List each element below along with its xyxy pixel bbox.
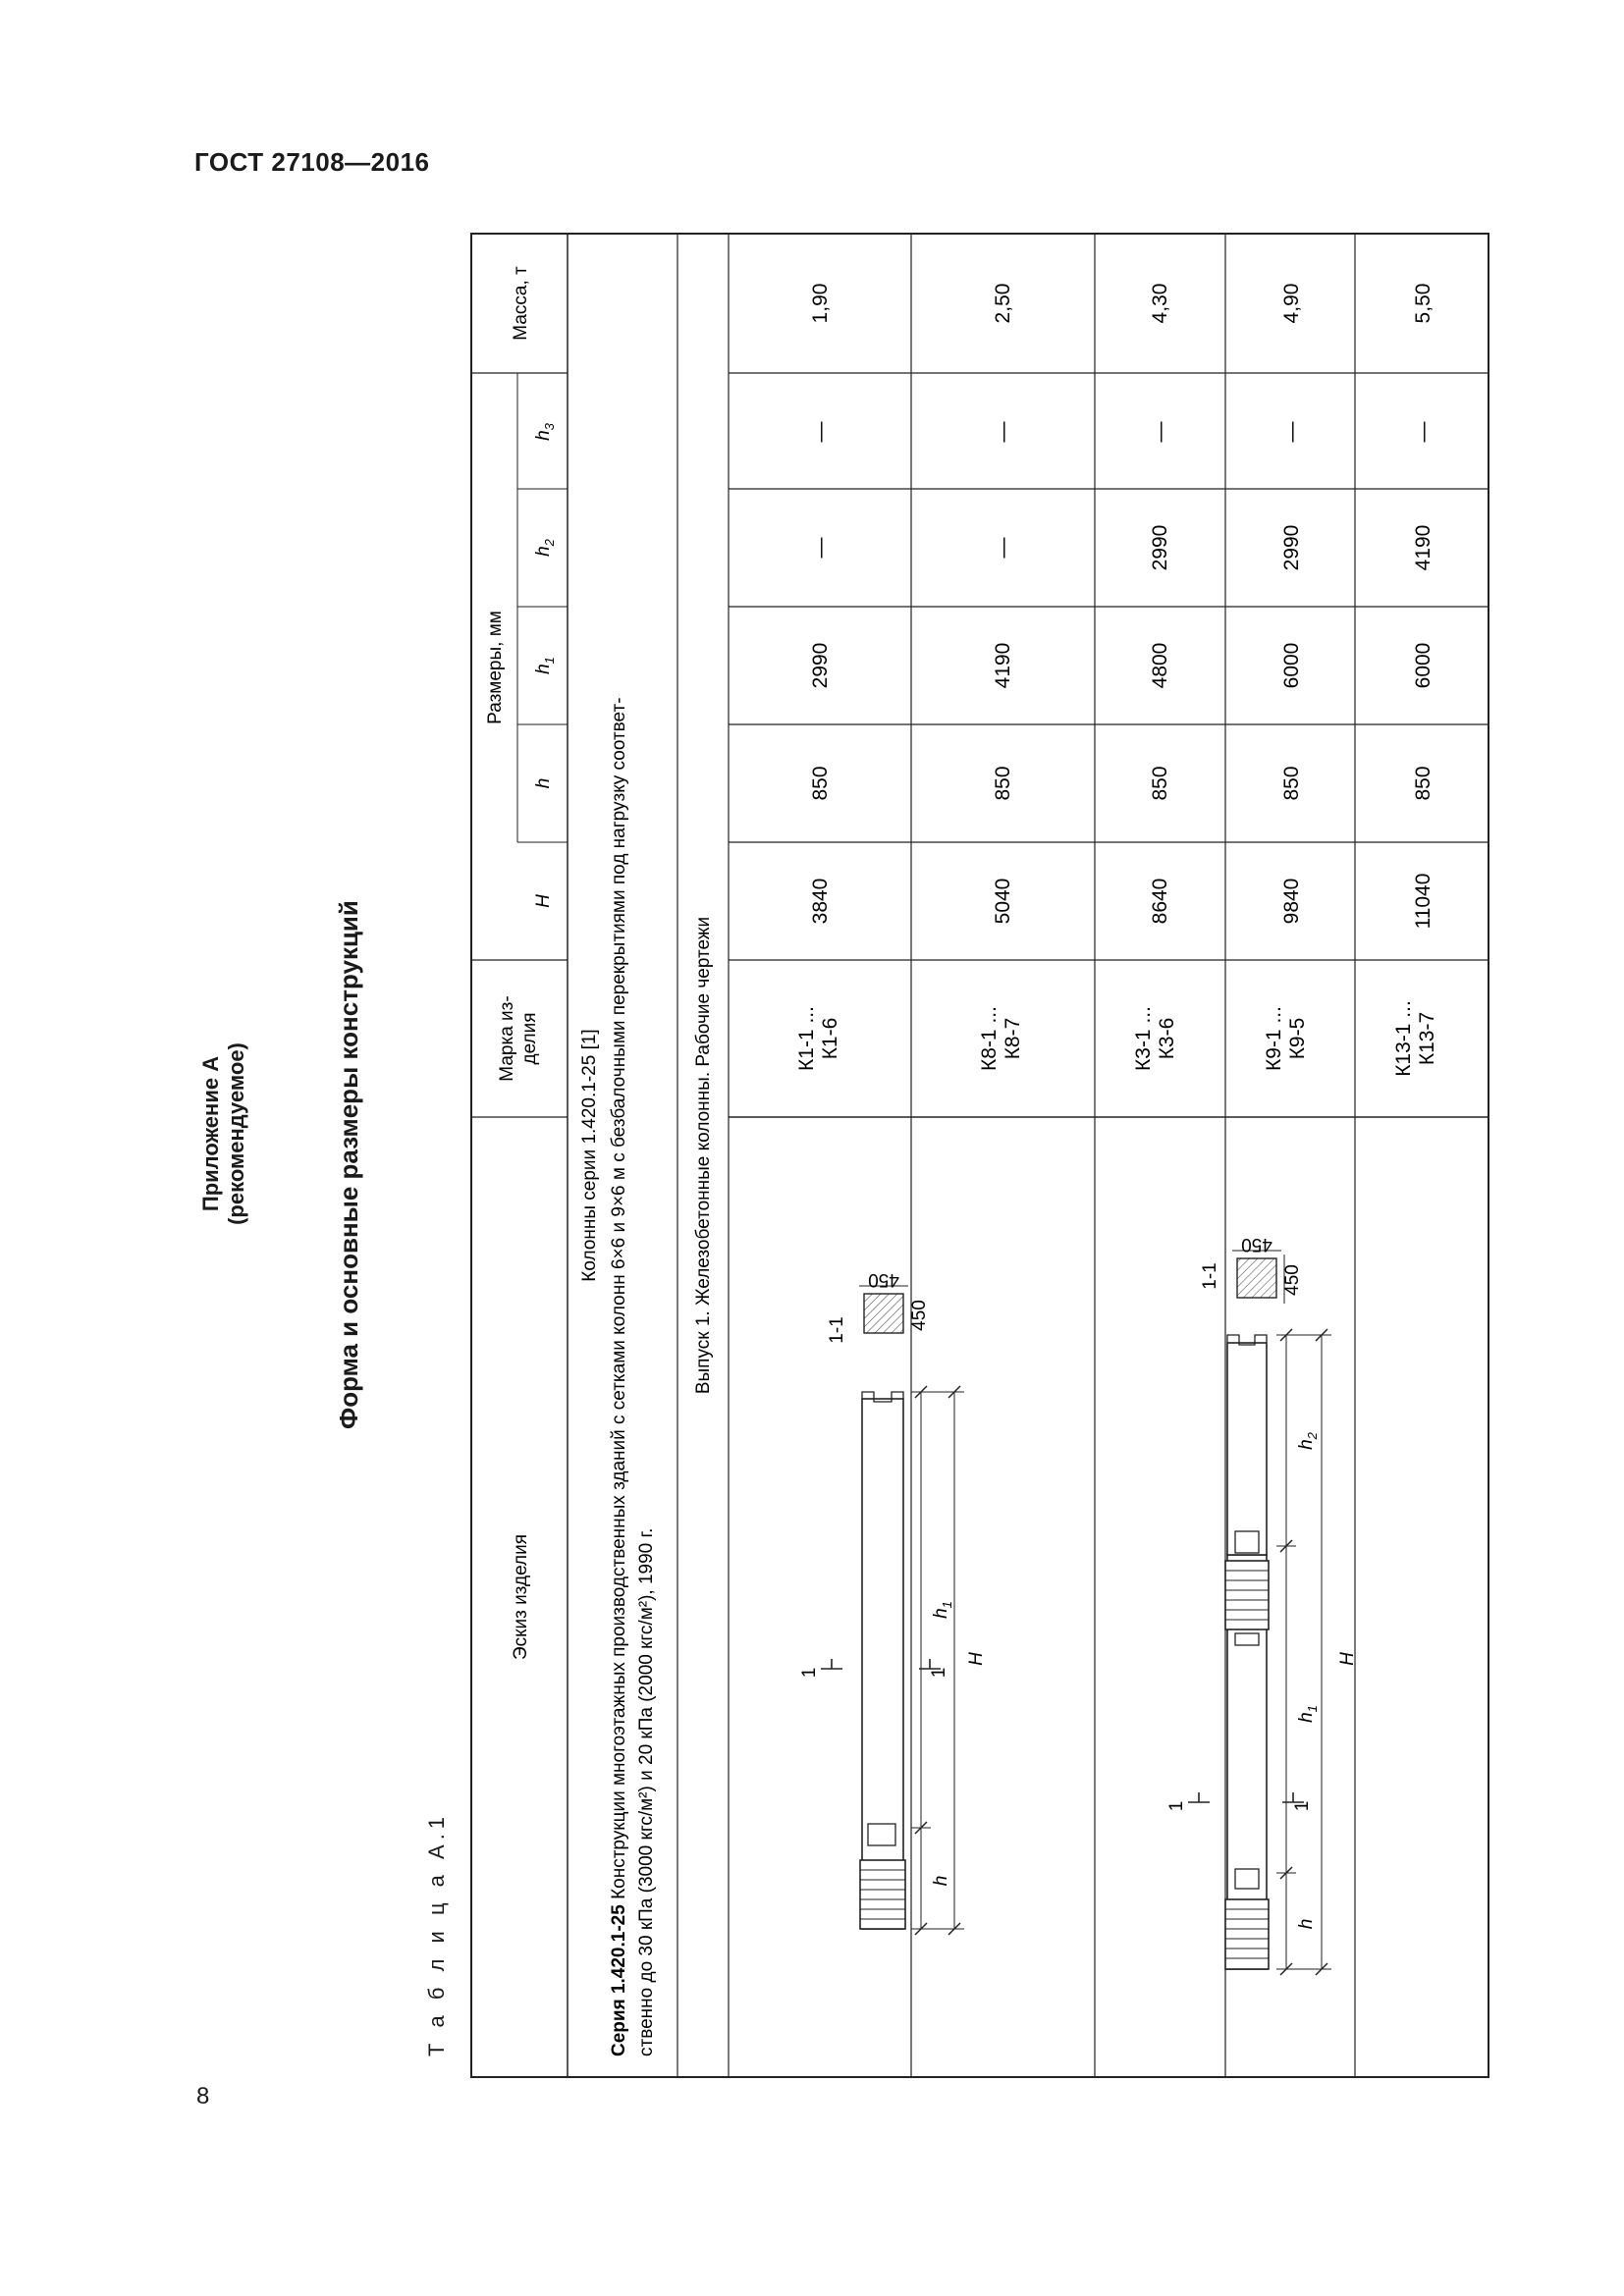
table-row (795, 284, 841, 1071)
form-title: Форма и основные размеры конструкций (334, 900, 363, 1429)
annex-title: Приложение А (198, 1055, 223, 1212)
sketch2-section-dim-a: 450 (1282, 1264, 1303, 1296)
header-sketch: Эскиз изделия (511, 1534, 531, 1660)
header-h1: $h_1$ (533, 657, 557, 674)
row2-mass: 2,50 (992, 283, 1014, 324)
row5-h2: 4190 (1412, 524, 1435, 571)
sketch1-cut-mark-bottom: 1 (929, 1667, 949, 1679)
row4-H: 9840 (1280, 878, 1303, 925)
row1-h3: — (809, 421, 832, 443)
row5-h: 850 (1412, 766, 1435, 801)
sketch1-section-dim-b: 450 (868, 1269, 899, 1290)
release-title: Выпуск 1. Железобетонные колонны. Рабочие чертежи (693, 916, 714, 1395)
row3-h3: — (1149, 421, 1171, 443)
table-row (1263, 284, 1309, 1071)
header-H: H (533, 894, 554, 908)
row4-h2: 2990 (1280, 524, 1303, 571)
row2-h3: — (992, 421, 1014, 443)
row3-h2: 2990 (1149, 524, 1171, 571)
row5-H: 11040 (1412, 873, 1435, 930)
row5-h1: 6000 (1412, 642, 1435, 689)
row2-mark-b: К8-7 (1001, 1017, 1024, 1060)
row3-mark-b: К3-6 (1156, 1017, 1178, 1060)
sketch1-dim-h1: $h_1$ (931, 1601, 954, 1619)
document-code: ГОСТ 27108—2016 (194, 147, 430, 177)
row2-h: 850 (992, 766, 1014, 801)
row4-mark-b: К9-5 (1286, 1017, 1309, 1060)
row1-h: 850 (809, 766, 832, 801)
sketch1-dim-h: h (931, 1875, 951, 1887)
row2-h2: — (992, 537, 1014, 559)
header-mark-line2: делия (519, 1012, 540, 1065)
row1-h2: — (809, 537, 832, 559)
sketch2-cut-mark-top: 1 (1166, 1800, 1187, 1812)
row1-mark-a: К1-1 ... (795, 1006, 818, 1071)
row5-h3: — (1412, 421, 1435, 443)
row3-h: 850 (1149, 766, 1171, 801)
sketch1-section-label: 1-1 (827, 1316, 847, 1344)
header-mark-line1: Марка из- (497, 995, 517, 1082)
sketch2-dim-H: H (1337, 1652, 1358, 1666)
sketch1-section-dim-a: 450 (909, 1300, 930, 1331)
sketch1-cut-mark-top: 1 (799, 1667, 820, 1679)
row4-mass: 4,90 (1280, 283, 1303, 324)
sketch2-section-dim-b: 450 (1241, 1234, 1272, 1255)
sketch2-dim-h: h (1296, 1918, 1317, 1930)
row2-H: 5040 (992, 878, 1014, 925)
row1-mass: 1,90 (809, 283, 832, 324)
sketch2-dim-h2: $h_2$ (1296, 1432, 1320, 1450)
row5-mass: 5,50 (1412, 283, 1435, 324)
row3-mass: 4,30 (1149, 283, 1171, 324)
column-sketch-long (1166, 1234, 1358, 1975)
header-h: h (533, 777, 554, 789)
annex-subtitle: (рекомендуемое) (224, 1042, 248, 1225)
row2-mark-a: К8-1 ... (978, 1006, 1001, 1071)
header-mass: Масса, т (511, 266, 531, 341)
series-description-line1: Серия 1.420.1-25 Конструкции многоэтажных производственных зданий с сетками колонн 6×6 и 9×6 м с безбалочными перекрытиями под нагрузку соответ- (609, 697, 629, 2056)
table-row (1132, 284, 1178, 1071)
header-dims-group: Размеры, мм (485, 611, 506, 724)
sketch2-dim-h1: $h_1$ (1296, 1705, 1320, 1723)
row3-mark-a: К3-1 ... (1132, 1006, 1155, 1071)
row2-h1: 4190 (992, 642, 1014, 689)
header-h3: $h_3$ (533, 423, 557, 441)
sketch2-section-label: 1-1 (1200, 1262, 1220, 1290)
series-description-line2: ственно до 30 кПа (3000 кгс/м²) и 20 кПа (2000 кгс/м²), 1990 г. (636, 1527, 657, 2056)
row1-h1: 2990 (809, 642, 832, 689)
column-sketch-short (799, 1269, 987, 1935)
row3-H: 8640 (1149, 878, 1171, 925)
series-title: Колонны серии 1.420.1-25 [1] (579, 1029, 600, 1282)
row1-mark-b: К1-6 (819, 1017, 841, 1060)
sketch2-cut-mark-bottom: 1 (1292, 1800, 1313, 1812)
row4-mark-a: К9-1 ... (1263, 1006, 1285, 1071)
page-number: 8 (196, 2083, 210, 2109)
row5-mark-a: К13-1 ... (1392, 1000, 1415, 1077)
row1-H: 3840 (809, 878, 832, 925)
row3-h1: 4800 (1149, 642, 1171, 689)
table-label: Т а б л и ц а А.1 (424, 1811, 449, 2056)
row4-h: 850 (1280, 766, 1303, 801)
row4-h3: — (1280, 421, 1303, 443)
row4-h1: 6000 (1280, 642, 1303, 689)
row5-mark-b: К13-7 (1416, 1011, 1438, 1066)
table-row (1392, 284, 1438, 1077)
sketch1-dim-H: H (966, 1652, 987, 1666)
table-row (978, 284, 1024, 1071)
header-h2: $h_2$ (533, 539, 557, 557)
